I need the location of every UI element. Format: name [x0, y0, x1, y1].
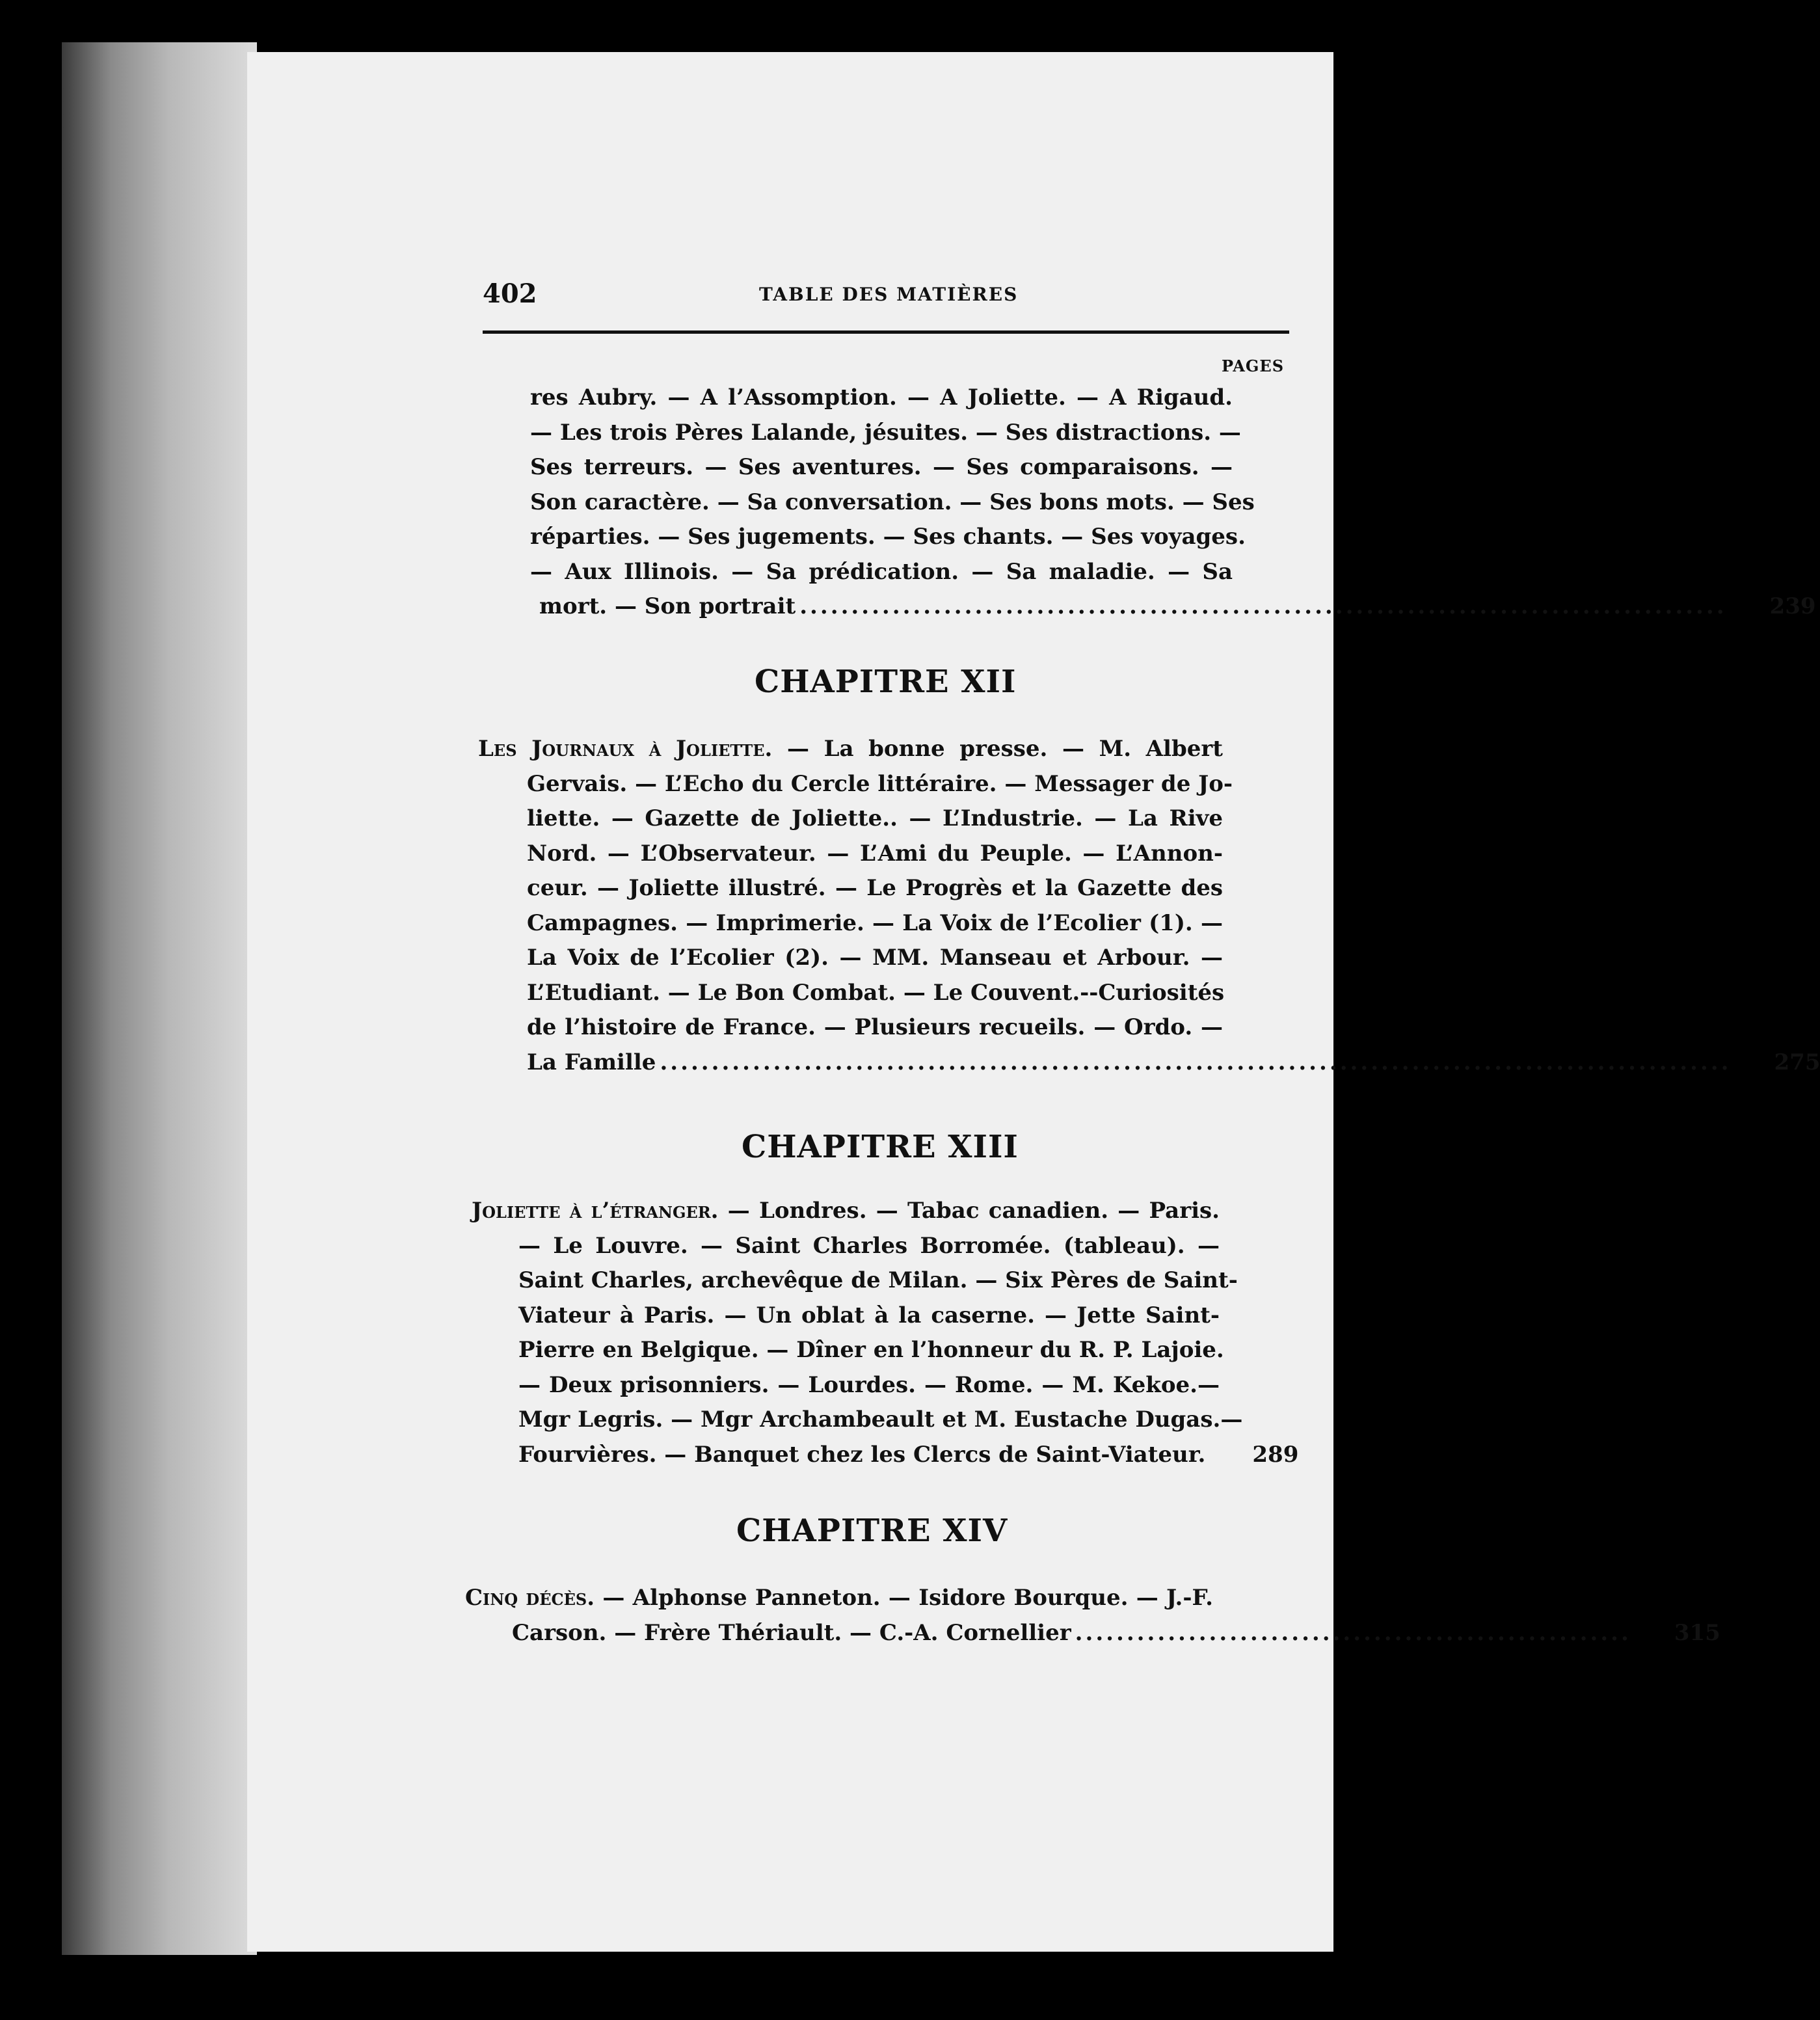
entry-line-text: La Famille [527, 1049, 656, 1075]
entry-line: Son caractère. — Sa conversation. — Ses bons mots. — Ses [530, 489, 1255, 515]
entry-lead: Joliette à l’étranger. [472, 1198, 719, 1224]
entry-first-line [478, 732, 1223, 767]
entry-line-text: Carson. — Frère Thériault. — C.-A. Cornellier [512, 1619, 1071, 1646]
entry-page-number: 239 [1769, 593, 1816, 619]
entry-lead: Cinq décès. [465, 1585, 595, 1611]
entry-line-text: — La bonne presse. — M. Albert [786, 736, 1223, 762]
entry-page-number: 289 [1252, 1441, 1299, 1468]
dot-leader: ...................................................... [1075, 1619, 1631, 1646]
dot-leader: .......................................................................................... [799, 593, 1727, 619]
entry-line: Nord. — L’Observateur. — L’Ami du Peuple. — L’Annon- [527, 840, 1223, 867]
entry-line: — Aux Illinois. — Sa prédication. — Sa maladie. — Sa [530, 558, 1233, 585]
entry-line: Saint Charles, archevêque de Milan. — Six Pères de Saint- [518, 1267, 1238, 1293]
entry-last-line [518, 1438, 1299, 1473]
entry-first-line [465, 1581, 1213, 1616]
entry-line-text: — Alphonse Panneton. — Isidore Bourque. — J.-F. [602, 1585, 1213, 1611]
entry-line: Campagnes. — Imprimerie. — La Voix de l’Ecolier (1). — [527, 909, 1223, 936]
entry-line: La Voix de l’Ecolier (2). — MM. Manseau et Arbour. — [527, 945, 1223, 971]
entry-line: Viateur à Paris. — Un oblat à la caserne. — Jette Saint- [518, 1302, 1220, 1328]
entry-line: L’Etudiant. — Le Bon Combat. — Le Couvent.--Curiosités [527, 979, 1225, 1006]
toc-entry [478, 732, 1820, 1080]
entry-line: Mgr Legris. — Mgr Archambeault et M. Eustache Dugas.— [518, 1407, 1243, 1433]
entry-line-text: — Londres. — Tabac canadien. — Paris. [727, 1198, 1220, 1224]
entry-line-text: mort. — Son portrait [539, 593, 796, 619]
entry-line: res Aubry. — A l’Assomption. — A Joliette. — A Rigaud. [530, 384, 1233, 411]
entry-line: Pierre en Belgique. — Dîner en l’honneur du R. P. Lajoie. [518, 1337, 1224, 1363]
entry-line: réparties. — Ses jugements. — Ses chants. — Ses voyages. [530, 524, 1246, 550]
entry-last-line [512, 1616, 1720, 1651]
dot-leader: ........................................................................................................ [660, 1049, 1732, 1075]
book-gutter [62, 42, 257, 1955]
entry-last-line [530, 589, 1816, 625]
entry-line-text: Fourvières. — Banquet chez les Clercs de Saint-Viateur. [518, 1441, 1206, 1468]
entry-line: — Le Louvre. — Saint Charles Borromée. (tableau). — [518, 1232, 1220, 1259]
entry-line: ceur. — Joliette illustré. — Le Progrès et la Gazette des [527, 875, 1223, 901]
header-rule [483, 330, 1289, 334]
entry-page-number: 275 [1774, 1049, 1820, 1075]
running-title: TABLE DES MATIÈRES [759, 284, 1019, 305]
toc-entry [465, 1581, 1720, 1650]
entry-last-line [527, 1045, 1820, 1081]
entry-first-line [472, 1194, 1220, 1229]
chapter-heading: CHAPITRE XIV [736, 1513, 1008, 1549]
entry-line: Ses terreurs. — Ses aventures. — Ses comparaisons. — [530, 454, 1233, 480]
entry-line: de l’histoire de France. — Plusieurs recueils. — Ordo. — [527, 1014, 1223, 1040]
chapter-heading: CHAPITRE XIII [742, 1129, 1019, 1165]
pages-column-label: PAGES [1222, 357, 1285, 375]
entry-line: Gervais. — L’Echo du Cercle littéraire. — Messager de Jo- [527, 770, 1233, 797]
entry-line: — Les trois Pères Lalande, jésuites. — Ses distractions. — [530, 419, 1241, 446]
toc-entry [472, 1194, 1299, 1472]
entry-line: liette. — Gazette de Joliette.. — L’Industrie. — La Rive [527, 805, 1223, 831]
entry-page-number: 315 [1674, 1619, 1720, 1646]
toc-entry-continued [530, 381, 1816, 625]
page-number: 402 [483, 278, 537, 309]
entry-line: — Deux prisonniers. — Lourdes. — Rome. — M. Kekoe.— [518, 1371, 1220, 1398]
chapter-heading: CHAPITRE XII [755, 664, 1017, 700]
entry-lead: Les Journaux à Joliette. [478, 736, 773, 762]
